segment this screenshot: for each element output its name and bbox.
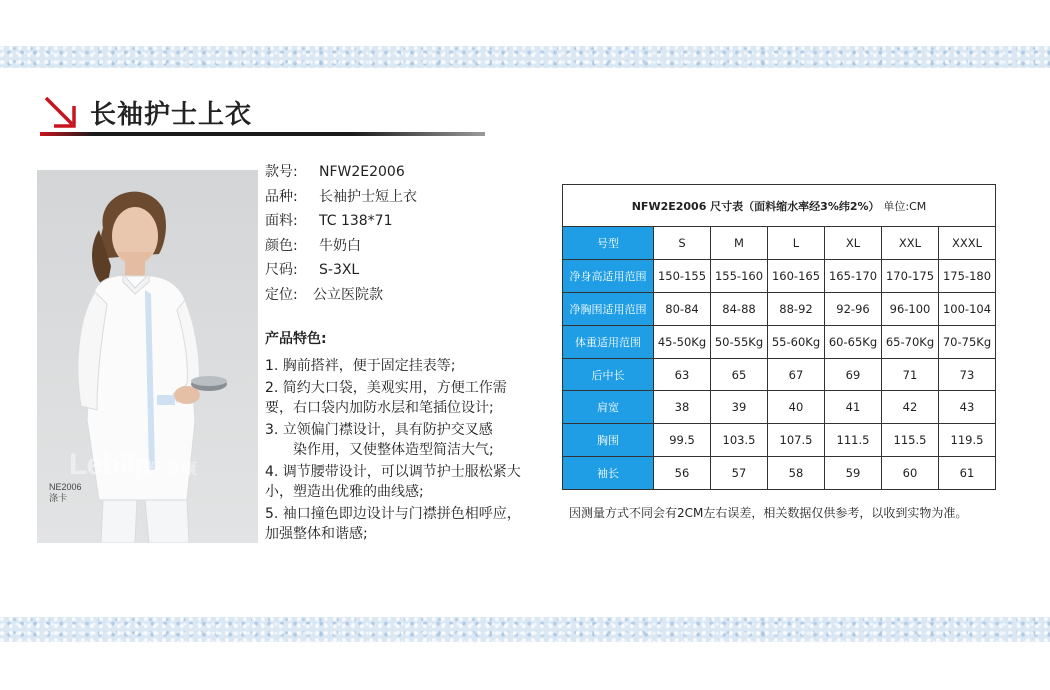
decorative-band-top [0,46,1050,68]
table-cell: 69 [825,358,882,391]
table-cell: 40 [768,391,825,424]
table-cell: 41 [825,391,882,424]
row-header: 体重适用范围 [563,325,654,358]
table-row [563,358,996,391]
table-cell: 39 [711,391,768,424]
table-row [563,227,996,260]
table-cell: 55-60Kg [768,325,825,358]
table-row [563,259,996,292]
size-table-title: NFW2E2006 尺寸表（面料缩水率经3%纬2%） [631,199,880,213]
row-header: 胸围 [563,424,654,457]
photo-code [49,482,82,504]
spec-row-variety [265,185,535,210]
spec-label: 颜色: [265,237,298,254]
arrow-down-right-icon [42,94,78,130]
spec-value: 牛奶白 [319,237,361,254]
table-cell: 107.5 [768,424,825,457]
row-header: 净身高适用范围 [563,259,654,292]
row-header: 号型 [563,227,654,260]
table-cell: 175-180 [939,259,996,292]
spec-value: 长袖护士短上衣 [319,188,417,205]
spec-value: 公立医院款 [313,286,383,303]
spec-value: TC 138*71 [319,213,393,229]
spec-label: 品种: [265,188,298,205]
table-cell: 71 [882,358,939,391]
row-header: 后中长 [563,358,654,391]
table-cell: 45-50Kg [654,325,711,358]
spec-row-color [265,234,535,259]
measurement-note: 因测量方式不同会有2CM左右误差，相关数据仅供参考，以收到实物为准。 [569,506,968,520]
spec-row-style-number [265,160,535,185]
spec-label: 款号: [265,164,298,180]
table-cell: 59 [825,457,882,490]
spec-value: NFW2E2006 [319,164,405,180]
table-row [563,292,996,325]
spec-row-size [265,258,535,283]
table-cell: 61 [939,457,996,490]
table-cell: 70-75Kg [939,325,996,358]
table-cell: 103.5 [711,424,768,457]
row-header: 净胸围适用范围 [563,292,654,325]
feature-text: 3. 立领偏门襟设计，具有防护交叉感 [265,422,493,438]
table-cell: XL [825,227,882,260]
table-cell: 100-104 [939,292,996,325]
table-row [563,391,996,424]
table-cell: 150-155 [654,259,711,292]
spec-value: S-3XL [319,262,360,278]
feature-text: 5. 袖口撞色即边设计与门襟拼色相呼应，加强整体和谐感; [265,506,521,542]
spec-label: 定位: [265,286,298,303]
table-cell: 67 [768,358,825,391]
table-cell: 99.5 [654,424,711,457]
table-row [563,457,996,490]
table-cell: 80-84 [654,292,711,325]
product-photo [37,170,258,543]
table-cell: 88-92 [768,292,825,325]
table-cell: 115.5 [882,424,939,457]
feature-item [265,462,527,502]
feature-text: 2. 简约大口袋，美观实用，方便工作需要，右口袋内加防水层和笔插位设计; [265,380,507,416]
table-cell: 65-70Kg [882,325,939,358]
spec-label: 面料: [265,213,298,229]
size-table-caption [563,185,996,227]
feature-item [265,504,527,544]
feature-item [265,420,527,460]
table-cell: 92-96 [825,292,882,325]
table-cell: XXL [882,227,939,260]
table-cell: 96-100 [882,292,939,325]
page-title: 长袖护士上衣 [90,100,253,130]
table-row [563,424,996,457]
table-cell: 58 [768,457,825,490]
title-block [40,92,485,140]
table-cell: 50-55Kg [711,325,768,358]
spec-row-positioning [265,283,535,308]
spec-row-fabric [265,209,535,234]
table-cell: 43 [939,391,996,424]
features-title: 产品特色: [265,331,327,347]
feature-text-continued: 染作用，又使整体造型简洁大气; [293,442,494,458]
table-cell: 42 [882,391,939,424]
title-underline [40,132,485,136]
table-cell: 65 [711,358,768,391]
table-row [563,325,996,358]
photo-code-fabric: 涤卡 [49,493,68,503]
row-header: 肩宽 [563,391,654,424]
table-cell: 63 [654,358,711,391]
spec-label: 尺码: [265,262,298,278]
table-cell: 56 [654,457,711,490]
size-table [562,184,996,490]
decorative-band-bottom [0,617,1050,642]
table-cell: L [768,227,825,260]
photo-code-model: NE2006 [49,482,82,492]
feature-item [265,356,527,376]
table-cell: 73 [939,358,996,391]
row-header: 袖长 [563,457,654,490]
size-table-body [563,227,996,490]
brand-watermark: Lebilp [69,448,152,481]
size-table-unit: 单位:CM [883,199,927,213]
table-cell: 38 [654,391,711,424]
feature-item [265,378,527,418]
table-cell: 155-160 [711,259,768,292]
table-cell: 170-175 [882,259,939,292]
table-cell: M [711,227,768,260]
feature-text: 1. 胸前搭袢，便于固定挂表等; [265,358,456,374]
table-cell: 57 [711,457,768,490]
table-cell: 111.5 [825,424,882,457]
product-specs [265,160,535,307]
table-cell: 119.5 [939,424,996,457]
table-cell: 84-88 [711,292,768,325]
table-cell: 165-170 [825,259,882,292]
table-cell: 60-65Kg [825,325,882,358]
features-list [265,356,527,546]
table-cell: S [654,227,711,260]
table-cell: 160-165 [768,259,825,292]
table-cell: XXXL [939,227,996,260]
brand-watermark-cn: 乐倍康 [149,459,198,478]
table-cell: 60 [882,457,939,490]
feature-text: 4. 调节腰带设计，可以调节护士服松紧大小，塑造出优雅的曲线感; [265,464,521,500]
